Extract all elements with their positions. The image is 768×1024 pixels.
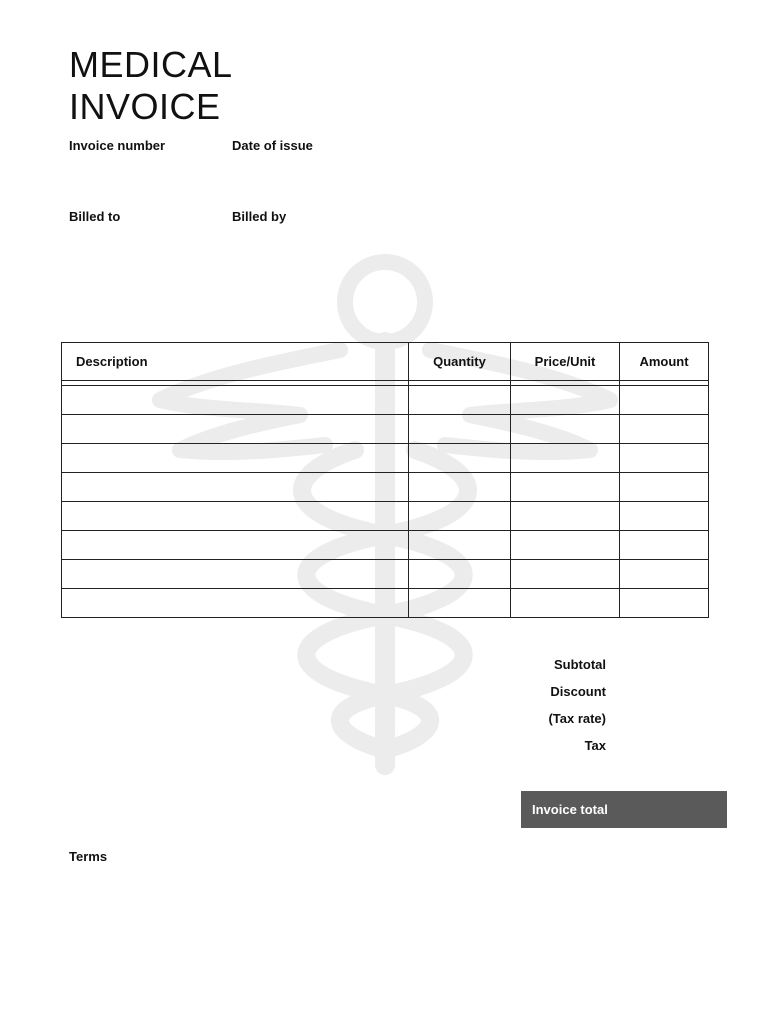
cell-description[interactable] [62,589,409,618]
cell-quantity[interactable] [409,415,511,444]
header-description: Description [62,343,409,381]
terms-label: Terms [69,849,108,864]
cell-price-unit[interactable] [511,502,620,531]
cell-quantity[interactable] [409,531,511,560]
cell-price-unit[interactable] [511,415,620,444]
cell-quantity[interactable] [409,444,511,473]
header-quantity: Quantity [409,343,511,381]
title-line-2: INVOICE [69,86,221,127]
cell-description[interactable] [62,502,409,531]
cell-amount[interactable] [620,589,709,618]
table-row [62,560,709,589]
cell-quantity[interactable] [409,589,511,618]
cell-amount[interactable] [620,444,709,473]
cell-price-unit[interactable] [511,589,620,618]
table-header-row [62,343,709,381]
billed-by-label: Billed by [232,209,287,224]
header-amount: Amount [620,343,709,381]
subtotal-label: Subtotal [554,657,606,672]
cell-quantity[interactable] [409,560,511,589]
cell-description[interactable] [62,531,409,560]
cell-price-unit[interactable] [511,473,620,502]
table-row [62,415,709,444]
invoice-number-label: Invoice number [69,138,166,153]
cell-amount[interactable] [620,415,709,444]
cell-price-unit[interactable] [511,560,620,589]
cell-price-unit[interactable] [511,531,620,560]
cell-quantity[interactable] [409,502,511,531]
cell-price-unit[interactable] [511,386,620,415]
cell-quantity[interactable] [409,473,511,502]
cell-description[interactable] [62,444,409,473]
table-row [62,473,709,502]
table-row [62,589,709,618]
billed-to-label: Billed to [69,209,121,224]
tax-rate-label: (Tax rate) [548,711,606,726]
cell-price-unit[interactable] [511,444,620,473]
table-row [62,444,709,473]
cell-description[interactable] [62,386,409,415]
cell-description[interactable] [62,560,409,589]
cell-amount[interactable] [620,502,709,531]
date-of-issue-label: Date of issue [232,138,313,153]
page-title [69,44,233,128]
cell-amount[interactable] [620,531,709,560]
cell-amount[interactable] [620,473,709,502]
discount-label: Discount [550,684,606,699]
tax-label: Tax [584,738,606,753]
title-line-1: MEDICAL [69,44,233,85]
table-row [62,502,709,531]
cell-description[interactable] [62,415,409,444]
cell-amount[interactable] [620,560,709,589]
table-row [62,386,709,415]
invoice-total-label: Invoice total [532,802,608,817]
items-table [61,342,709,618]
cell-amount[interactable] [620,386,709,415]
totals-block [440,657,606,765]
cell-description[interactable] [62,473,409,502]
header-price-unit: Price/Unit [511,343,620,381]
table-row [62,531,709,560]
invoice-total-band [521,791,727,828]
cell-quantity[interactable] [409,386,511,415]
